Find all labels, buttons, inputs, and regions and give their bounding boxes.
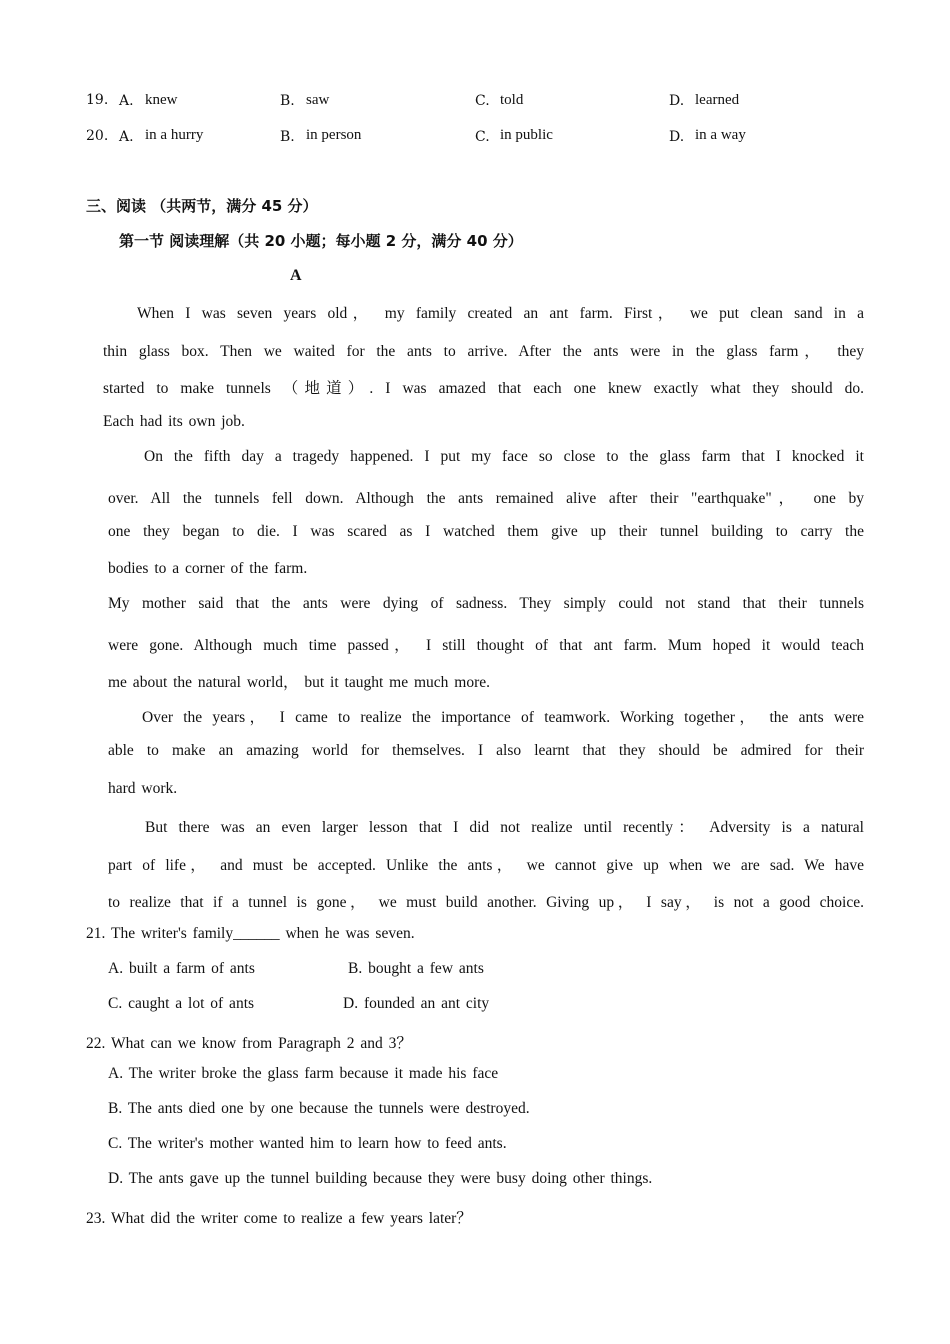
passage-line: hard work.	[108, 780, 178, 797]
option-letter: B.	[280, 129, 295, 145]
option-letter: D.	[669, 93, 685, 109]
section-subheading: 第一节 阅读理解（共 20 小题；每小题 2 分，满分 40 分）	[119, 232, 523, 250]
passage-line: started to make tunnels （地道）. I was amazed that each one knew exactly what they should do.	[103, 380, 864, 397]
passage-line: part of life， and must be accepted. Unlike the ants， we cannot give up when we are sad. We have	[108, 857, 864, 874]
option-letter: A.	[119, 93, 134, 109]
option-c: C. The writer's mother wanted him to learn how to feed ants.	[108, 1135, 507, 1152]
question-number: 19.	[86, 92, 109, 108]
option-b: saw	[306, 92, 330, 108]
option-a: A. The writer broke the glass farm because it made his face	[108, 1065, 499, 1082]
passage-line: Over the years， I came to realize the importance of teamwork. Working together， the ants were	[142, 709, 864, 726]
passage-line: Each had its own job.	[103, 413, 245, 430]
passage-line: to realize that if a tunnel is gone， we must build another. Giving up， I say， is not a good choice.	[108, 894, 864, 911]
passage-label: A	[290, 267, 302, 284]
question-number: 20.	[86, 128, 109, 144]
option-a: A. built a farm of ants	[108, 960, 255, 977]
option-letter: D.	[669, 129, 685, 145]
option-b: B. The ants died one by one because the tunnels were destroyed.	[108, 1100, 530, 1117]
passage-line: able to make an amazing world for themselves. I also learnt that they should be admired for their	[108, 742, 864, 759]
passage-line: bodies to a corner of the farm.	[108, 560, 308, 577]
passage-line: On the fifth day a tragedy happened. I put my face so close to the glass farm that I knocked it	[144, 448, 864, 465]
passage-line: one they began to die. I was scared as I watched them give up their tunnel building to carry the	[108, 523, 864, 540]
passage-line: over. All the tunnels fell down. Although the ants remained alive after their "earthquake"， one by	[108, 490, 864, 507]
option-c: in public	[500, 127, 553, 143]
option-d: in a way	[695, 127, 746, 143]
option-b: B. bought a few ants	[348, 960, 484, 977]
option-letter: C.	[475, 129, 490, 145]
option-c: told	[500, 92, 524, 108]
option-a: knew	[145, 92, 178, 108]
option-d: D. The ants gave up the tunnel building because they were busy doing other things.	[108, 1170, 653, 1187]
option-letter: A.	[119, 129, 134, 145]
passage-line: me about the natural world， but it taught me much more.	[108, 674, 491, 691]
option-letter: B.	[280, 93, 295, 109]
section-heading: 三、阅读 （共两节，满分 45 分）	[86, 197, 318, 215]
option-d: learned	[695, 92, 740, 108]
option-a: in a hurry	[145, 127, 204, 143]
passage-line: thin glass box. Then we waited for the ants to arrive. After the ants were in the glass farm， they	[103, 343, 864, 360]
option-c: C. caught a lot of ants	[108, 995, 255, 1012]
option-letter: C.	[475, 93, 490, 109]
passage-line: When I was seven years old， my family created an ant farm. First， we put clean sand in a	[137, 305, 864, 322]
question-stem: 22. What can we know from Paragraph 2 and 3？	[86, 1035, 412, 1052]
question-stem: 21. The writer's family______ when he was seven.	[86, 925, 415, 942]
option-d: D. founded an ant city	[343, 995, 490, 1012]
passage-line: were gone. Although much time passed， I still thought of that ant farm. Mum hoped it would teach	[108, 637, 864, 654]
question-stem: 23. What did the writer come to realize a few years later？	[86, 1210, 472, 1227]
option-b: in person	[306, 127, 362, 143]
passage-line: My mother said that the ants were dying of sadness. They simply could not stand that their tunnels	[108, 595, 864, 612]
passage-line: But there was an even larger lesson that I did not realize until recently： Adversity is a natural	[145, 819, 864, 836]
